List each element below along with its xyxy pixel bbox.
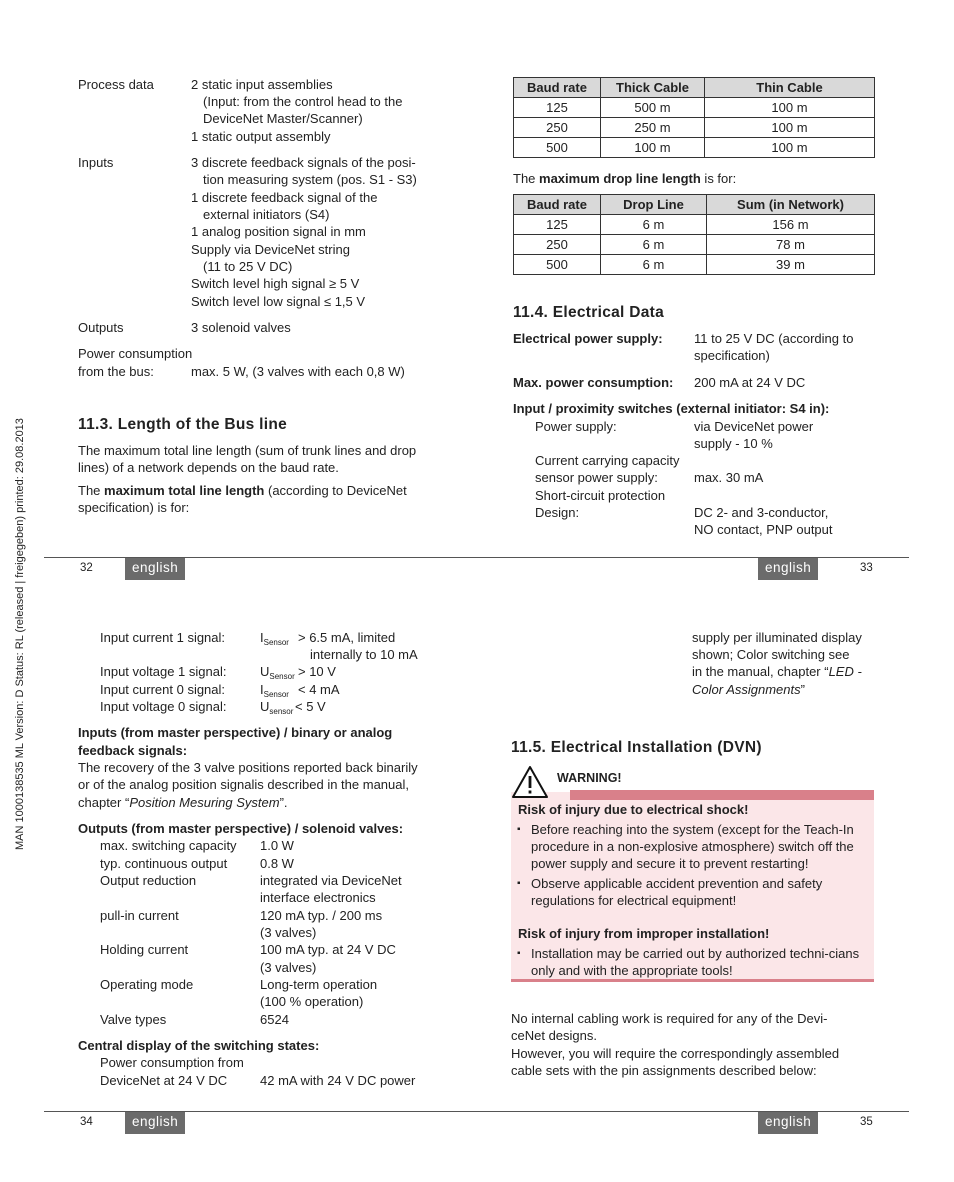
ps-label: Power supply: bbox=[535, 419, 617, 434]
spec-label: Holding current bbox=[100, 942, 189, 957]
iv1-value: > 10 V bbox=[298, 664, 336, 679]
inputs-line: (11 to 25 V DC) bbox=[203, 259, 293, 274]
page-number: 35 bbox=[860, 1116, 873, 1128]
scp-label: Short-circuit protection bbox=[535, 488, 666, 503]
warning-bar bbox=[570, 790, 874, 800]
table-cell: 500 bbox=[514, 255, 601, 275]
risk-install-heading: Risk of injury from improper installation! bbox=[518, 926, 770, 941]
bus-length-table bbox=[513, 77, 875, 158]
spec-value: 100 mA typ. at 24 V DC bbox=[260, 942, 396, 957]
table-cell: 500 m bbox=[601, 98, 705, 118]
table-header: Sum (in Network) bbox=[707, 195, 875, 215]
ips-heading: Input / proximity switches (external initiator: S4 in): bbox=[513, 401, 830, 416]
table-cell: 125 bbox=[514, 98, 601, 118]
iv0-symbol: $U_{sensor}$ bbox=[260, 699, 294, 716]
drop-line-intro: The maximum drop line length is for: bbox=[513, 171, 737, 186]
inputs-line: 1 discrete feedback signal of the bbox=[191, 190, 378, 205]
cabling-paragraph-2: However, you will require the correspondingly assembled cable sets with the pin assignments described below: bbox=[511, 1046, 840, 1078]
page-number: 34 bbox=[80, 1116, 93, 1128]
iv1-label: Input voltage 1 signal: bbox=[100, 664, 227, 679]
table-header: Baud rate bbox=[514, 78, 601, 98]
spec-value: 6524 bbox=[260, 1012, 289, 1027]
table-cell: 250 bbox=[514, 118, 601, 138]
table-header: Thin Cable bbox=[705, 78, 875, 98]
spec-value: 0.8 W bbox=[260, 856, 294, 871]
eps-label: Electrical power supply: bbox=[513, 331, 663, 346]
section-heading-11-3: 11.3. Length of the Bus line bbox=[78, 416, 288, 433]
cabling-paragraph: No internal cabling work is required for any of the Devi-ceNet designs. bbox=[511, 1011, 828, 1043]
table-cell: 100 m bbox=[705, 138, 875, 158]
spec-label: Output reduction bbox=[100, 873, 197, 888]
language-tab: english bbox=[125, 1111, 185, 1134]
ic1-value-2: internally to 10 mA bbox=[310, 647, 418, 662]
risk-shock-list bbox=[511, 821, 866, 909]
inputs-heading: Inputs (from master perspective) / binary or analog bbox=[78, 725, 393, 740]
inputs-line: tion measuring system (pos. S1 - S3) bbox=[203, 172, 417, 187]
ps-value-2: supply - 10 % bbox=[694, 436, 773, 451]
inputs-paragraph-3: chapter “Position Mesuring System”. bbox=[78, 795, 288, 810]
bus-line-paragraph: The maximum total line length (sum of trunk lines and drop lines) of a network depends on the baud rate. bbox=[78, 443, 417, 475]
table-header: Drop Line bbox=[601, 195, 707, 215]
inputs-line: external initiators (S4) bbox=[203, 207, 330, 222]
spec-label: max. switching capacity bbox=[100, 838, 237, 853]
process-data-line: 1 static output assembly bbox=[191, 129, 331, 144]
spec-value: 120 mA typ. / 200 ms bbox=[260, 908, 383, 923]
ic0-label: Input current 0 signal: bbox=[100, 682, 226, 697]
table-header-row bbox=[514, 195, 875, 215]
eps-value: 11 to 25 V DC (according to bbox=[694, 331, 854, 346]
ic1-value: > 6.5 mA, limited bbox=[298, 630, 396, 645]
led-continuation-4: Color Assignments” bbox=[692, 682, 805, 697]
list-item: ▪ Installation may be carried out by authorized techni-cians only and with the appropriate tools! bbox=[511, 945, 866, 979]
design-value-2: NO contact, PNP output bbox=[694, 522, 833, 537]
page-number: 32 bbox=[80, 562, 93, 574]
design-label: Design: bbox=[535, 505, 580, 520]
risk-shock-heading: Risk of injury due to electrical shock! bbox=[518, 802, 749, 817]
language-tab: english bbox=[758, 557, 818, 580]
outputs-label: Outputs bbox=[78, 320, 124, 335]
process-data-line: 2 static input assemblies bbox=[191, 77, 333, 92]
pc-value: 42 mA with 24 V DC power bbox=[260, 1073, 416, 1088]
table-header: Thick Cable bbox=[601, 78, 705, 98]
warning-label: WARNING! bbox=[557, 771, 622, 785]
inputs-paragraph-2: or of the analog position signalis described in the manual, bbox=[78, 777, 409, 792]
table-row bbox=[514, 138, 875, 158]
page-divider bbox=[44, 1111, 909, 1112]
from-bus-label: from the bus: bbox=[78, 364, 154, 379]
table-cell: 6 m bbox=[601, 235, 707, 255]
section-heading-11-5: 11.5. Electrical Installation (DVN) bbox=[511, 739, 762, 756]
process-data-line: DeviceNet Master/Scanner) bbox=[203, 111, 363, 126]
language-tab: english bbox=[758, 1111, 818, 1134]
spec-label: Operating mode bbox=[100, 977, 194, 992]
side-print-info: MAN 1000138535 ML Version: D Status: RL (released | freigegeben) printed: 29.08.2013 bbox=[14, 418, 26, 850]
outputs-heading: Outputs (from master perspective) / solenoid valves: bbox=[78, 821, 404, 836]
inputs-line: Switch level low signal ≤ 1,5 V bbox=[191, 294, 366, 309]
from-bus-value: max. 5 W, (3 valves with each 0,8 W) bbox=[191, 364, 405, 379]
iv1-symbol: $U_{Sensor}$ bbox=[260, 664, 295, 681]
inputs-line: Switch level high signal ≥ 5 V bbox=[191, 276, 360, 291]
table-cell: 125 bbox=[514, 215, 601, 235]
ic0-symbol: $I_{Sensor}$ bbox=[260, 682, 289, 699]
table-cell: 156 m bbox=[707, 215, 875, 235]
led-continuation: supply per illuminated display bbox=[692, 630, 862, 645]
spec-value: Long-term operation bbox=[260, 977, 378, 992]
warning-triangle-icon bbox=[511, 765, 549, 803]
outputs-value: 3 solenoid valves bbox=[191, 320, 291, 335]
inputs-line: 3 discrete feedback signals of the posi- bbox=[191, 155, 416, 170]
mpc-label: Max. power consumption: bbox=[513, 375, 674, 390]
table-cell: 250 m bbox=[601, 118, 705, 138]
table-row bbox=[514, 255, 875, 275]
list-item: ▪ Observe applicable accident prevention and safety regulations for electrical equipment! bbox=[511, 875, 866, 909]
page-divider bbox=[44, 557, 909, 558]
spec-value: integrated via DeviceNet bbox=[260, 873, 402, 888]
language-tab: english bbox=[125, 557, 185, 580]
inputs-line: 1 analog position signal in mm bbox=[191, 224, 366, 239]
table-cell: 250 bbox=[514, 235, 601, 255]
iv0-value: < 5 V bbox=[295, 699, 326, 714]
inputs-paragraph: The recovery of the 3 valve positions reported back binarily bbox=[78, 760, 418, 775]
spec-value-2: (3 valves) bbox=[260, 960, 317, 975]
inputs-line: Supply via DeviceNet string bbox=[191, 242, 350, 257]
spec-value: 1.0 W bbox=[260, 838, 294, 853]
ic0-value: < 4 mA bbox=[298, 682, 340, 697]
ccc-label: Current carrying capacity bbox=[535, 453, 680, 468]
ccc-label-2: sensor power supply: bbox=[535, 470, 658, 485]
table-cell: 100 m bbox=[601, 138, 705, 158]
table-row bbox=[514, 98, 875, 118]
ic1-symbol: $I_{Sensor}$ bbox=[260, 630, 289, 647]
table-cell: 100 m bbox=[705, 98, 875, 118]
bus-line-paragraph-2: The maximum total line length (according to DeviceNet specification) is for: bbox=[78, 483, 407, 515]
pc-label-2: DeviceNet at 24 V DC bbox=[100, 1073, 228, 1088]
table-row bbox=[514, 118, 875, 138]
section-heading-11-4: 11.4. Electrical Data bbox=[513, 304, 665, 321]
ps-value: via DeviceNet power bbox=[694, 419, 814, 434]
design-value: DC 2- and 3-conductor, bbox=[694, 505, 829, 520]
ccc-value: max. 30 mA bbox=[694, 470, 764, 485]
spec-label: pull-in current bbox=[100, 908, 179, 923]
spec-label: Valve types bbox=[100, 1012, 167, 1027]
process-data-label: Process data bbox=[78, 77, 154, 92]
table-cell: 78 m bbox=[707, 235, 875, 255]
list-item: ▪ Before reaching into the system (except for the Teach-In procedure in a non-explosive atmosphere) switch off the power supply and secure it to prevent restarting! bbox=[511, 821, 866, 872]
table-cell: 100 m bbox=[705, 118, 875, 138]
table-header: Baud rate bbox=[514, 195, 601, 215]
spec-value-2: interface electronics bbox=[260, 890, 376, 905]
table-cell: 500 bbox=[514, 138, 601, 158]
ic1-label: Input current 1 signal: bbox=[100, 630, 226, 645]
process-data-line: (Input: from the control head to the bbox=[203, 94, 403, 109]
table-cell: 6 m bbox=[601, 215, 707, 235]
eps-value-2: specification) bbox=[694, 348, 770, 363]
page-number: 33 bbox=[860, 562, 873, 574]
central-display-heading: Central display of the switching states: bbox=[78, 1038, 320, 1053]
led-continuation-2: shown; Color switching see bbox=[692, 647, 850, 662]
inputs-heading-2: feedback signals: bbox=[78, 743, 188, 758]
risk-install-list bbox=[511, 945, 866, 979]
led-continuation-3: in the manual, chapter “LED - bbox=[692, 664, 862, 679]
drop-line-table bbox=[513, 194, 875, 275]
table-header-row bbox=[514, 78, 875, 98]
table-row bbox=[514, 215, 875, 235]
spec-value-2: (3 valves) bbox=[260, 925, 317, 940]
table-row bbox=[514, 235, 875, 255]
inputs-label: Inputs bbox=[78, 155, 114, 170]
spec-value-2: (100 % operation) bbox=[260, 994, 364, 1009]
table-cell: 6 m bbox=[601, 255, 707, 275]
spec-label: typ. continuous output bbox=[100, 856, 228, 871]
table-cell: 39 m bbox=[707, 255, 875, 275]
mpc-value: 200 mA at 24 V DC bbox=[694, 375, 806, 390]
pc-label: Power consumption from bbox=[100, 1055, 244, 1070]
iv0-label: Input voltage 0 signal: bbox=[100, 699, 227, 714]
power-consumption-label: Power consumption bbox=[78, 346, 193, 361]
